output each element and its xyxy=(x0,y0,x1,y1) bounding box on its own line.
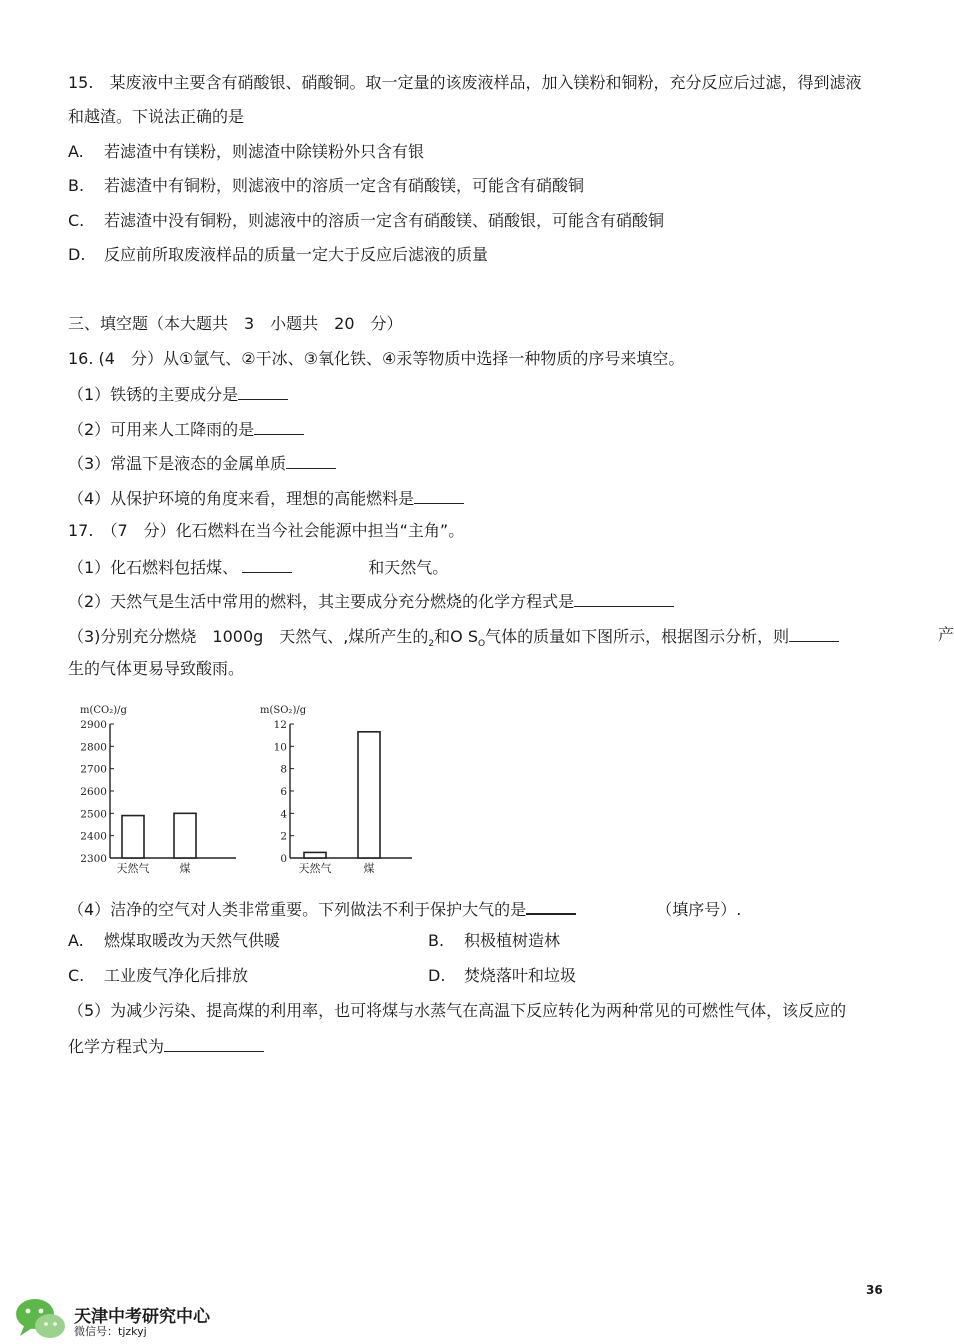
q15-option-a: 若滤渣中有镁粉，则滤渣中除镁粉外只含有银 xyxy=(104,142,425,161)
q16-item-2 xyxy=(68,418,304,440)
q17-option-c-label: C. xyxy=(68,966,85,985)
so2-x-tick-label: 煤 xyxy=(363,862,375,875)
so2-bar-natural-gas xyxy=(304,852,326,858)
co2-x-tick-label: 天然气 xyxy=(116,862,150,875)
q17-part3-text-a: （3)分别充分燃烧 1000g 天然气、,煤所产生的 xyxy=(68,627,429,646)
wechat-logo-icon xyxy=(14,1296,68,1342)
q16-item-4 xyxy=(68,487,464,509)
co2-bar-natural-gas xyxy=(122,816,144,858)
q17-option-a: 燃煤取暖改为天然气供暖 xyxy=(104,931,281,950)
q17-part3-text-e: 气体的质量如下图所示，根据图示分析，则 xyxy=(485,627,790,646)
q17-part5-line1: （5）为减少污染、提高煤的利用率，也可将煤与水蒸气在高温下反应转化为两种常见的可燃性气体，该反应的 xyxy=(68,1001,847,1020)
q17-part3-sub-a: 2 xyxy=(428,639,435,650)
co2-y-tick-label: 2800 xyxy=(80,741,107,754)
q17-part1 xyxy=(68,556,448,578)
q15-option-d: 反应前所取废液样品的质量一定大于反应后滤液的质量 xyxy=(104,245,489,264)
q17-part2-text: （2）天然气是生活中常用的燃料，其主要成分充分燃烧的化学方程式是 xyxy=(68,592,575,611)
q17-part1-text-b: 和天然气。 xyxy=(368,558,449,577)
q17-stem: 17. （7 分）化石燃料在当今社会能源中担当“主角”。 xyxy=(68,521,465,540)
q17-part4-text-a: （4）洁净的空气对人类非常重要。下列做法不利于保护大气的是 xyxy=(68,900,527,919)
q17-part2 xyxy=(68,590,674,612)
q17-part5-line2 xyxy=(68,1035,264,1057)
page-number: 36 xyxy=(866,1283,883,1297)
q16-item-1 xyxy=(68,383,288,405)
brand-name: 天津中考研究中心 xyxy=(74,1307,210,1327)
q17-part3-text-b: 和 xyxy=(434,627,451,646)
answer-blank[interactable] xyxy=(164,1035,264,1052)
co2-chart xyxy=(66,700,242,886)
so2-y-tick-label: 8 xyxy=(280,763,287,776)
so2-y-tick-label: 6 xyxy=(280,786,287,798)
so2-y-tick-label: 2 xyxy=(280,830,287,843)
answer-blank[interactable] xyxy=(789,625,839,642)
q15-option-d-label: D. xyxy=(68,245,86,264)
co2-y-tick-label: 2700 xyxy=(80,763,107,776)
q15-stem-line2: 和越渣。下说法正确的是 xyxy=(68,107,245,126)
answer-blank[interactable] xyxy=(574,590,674,607)
q17-part4 xyxy=(68,897,741,920)
q17-part3-text-c: O xyxy=(450,627,463,646)
section-heading: 三、填空题（本大题共 3 小题共 20 分） xyxy=(68,314,403,333)
co2-x-tick-label: 煤 xyxy=(179,862,191,875)
q17-part3 xyxy=(68,625,839,654)
so2-x-tick-label: 天然气 xyxy=(298,862,332,875)
q16-item-2-text: （2）可用来人工降雨的是 xyxy=(68,420,255,439)
q15-option-c-label: C. xyxy=(68,211,85,230)
q17-part3-cut-char: 产 xyxy=(938,625,954,644)
q16-stem: 16. (4 分）从①氩气、②干冰、③氧化铁、④汞等物质中选择一种物质的序号来填空。 xyxy=(68,349,685,368)
answer-blank[interactable] xyxy=(238,383,288,400)
co2-y-tick-label: 2400 xyxy=(80,830,107,843)
q17-part3-sub-b: O xyxy=(477,639,486,650)
q15-option-c: 若滤渣中没有铜粉，则滤液中的溶质一定含有硝酸镁、硝酸银，可能含有硝酸铜 xyxy=(104,211,665,230)
q17-part1-text-a: （1）化石燃料包括煤、 xyxy=(68,558,239,577)
q17-part5-text: 化学方程式为 xyxy=(68,1037,165,1056)
so2-y-tick-label: 10 xyxy=(273,741,287,754)
co2-y-tick-label: 2500 xyxy=(80,808,107,821)
so2-y-tick-label: 12 xyxy=(273,719,287,731)
q16-item-3-text: （3）常温下是液态的金属单质 xyxy=(68,454,287,473)
q16-item-3 xyxy=(68,452,336,474)
co2-y-tick-label: 2300 xyxy=(80,853,107,865)
wechat-id: 微信号：tjzkyj xyxy=(74,1325,147,1338)
answer-blank[interactable] xyxy=(526,897,576,915)
q15-stem-line1: 15. 某废液中主要含有硝酸银、硝酸铜。取一定量的该废液样品，加入镁粉和铜粉，充分反应后过滤，得到滤液 xyxy=(68,73,862,92)
answer-blank[interactable] xyxy=(414,487,464,504)
q17-option-b-label: B. xyxy=(428,931,445,950)
so2-y-tick-label: 0 xyxy=(280,853,287,865)
answer-blank[interactable] xyxy=(242,556,292,573)
q15-option-b: 若滤渣中有铜粉，则滤液中的溶质一定含有硝酸镁，可能含有硝酸铜 xyxy=(104,176,585,195)
answer-blank[interactable] xyxy=(254,418,304,435)
q17-option-a-label: A. xyxy=(68,931,84,950)
so2-axis-title: m(SO₂)/g xyxy=(260,705,307,716)
q17-part3-text-d: S xyxy=(462,627,478,646)
q17-option-d-label: D. xyxy=(428,966,446,985)
q17-option-d: 焚烧落叶和垃圾 xyxy=(464,966,577,985)
q16-item-4-text: （4）从保护环境的角度来看，理想的高能燃料是 xyxy=(68,489,415,508)
so2-y-tick-label: 4 xyxy=(280,808,287,821)
co2-axis-title: m(CO₂)/g xyxy=(80,705,127,716)
co2-bar-coal xyxy=(174,813,196,858)
q17-part3-line2: 生的气体更易导致酸雨。 xyxy=(68,659,245,678)
q17-option-b: 积极植树造林 xyxy=(464,931,561,950)
q15-option-a-label: A. xyxy=(68,142,84,161)
co2-y-tick-label: 2900 xyxy=(80,719,107,731)
q17-option-c: 工业废气净化后排放 xyxy=(104,966,249,985)
so2-chart xyxy=(262,700,422,886)
answer-blank[interactable] xyxy=(286,452,336,469)
q15-option-b-label: B. xyxy=(68,176,85,195)
q16-item-1-text: （1）铁锈的主要成分是 xyxy=(68,385,239,404)
so2-bar-coal xyxy=(358,732,380,858)
co2-y-tick-label: 2600 xyxy=(80,786,107,798)
q17-part4-text-b: （填序号）. xyxy=(656,900,742,919)
